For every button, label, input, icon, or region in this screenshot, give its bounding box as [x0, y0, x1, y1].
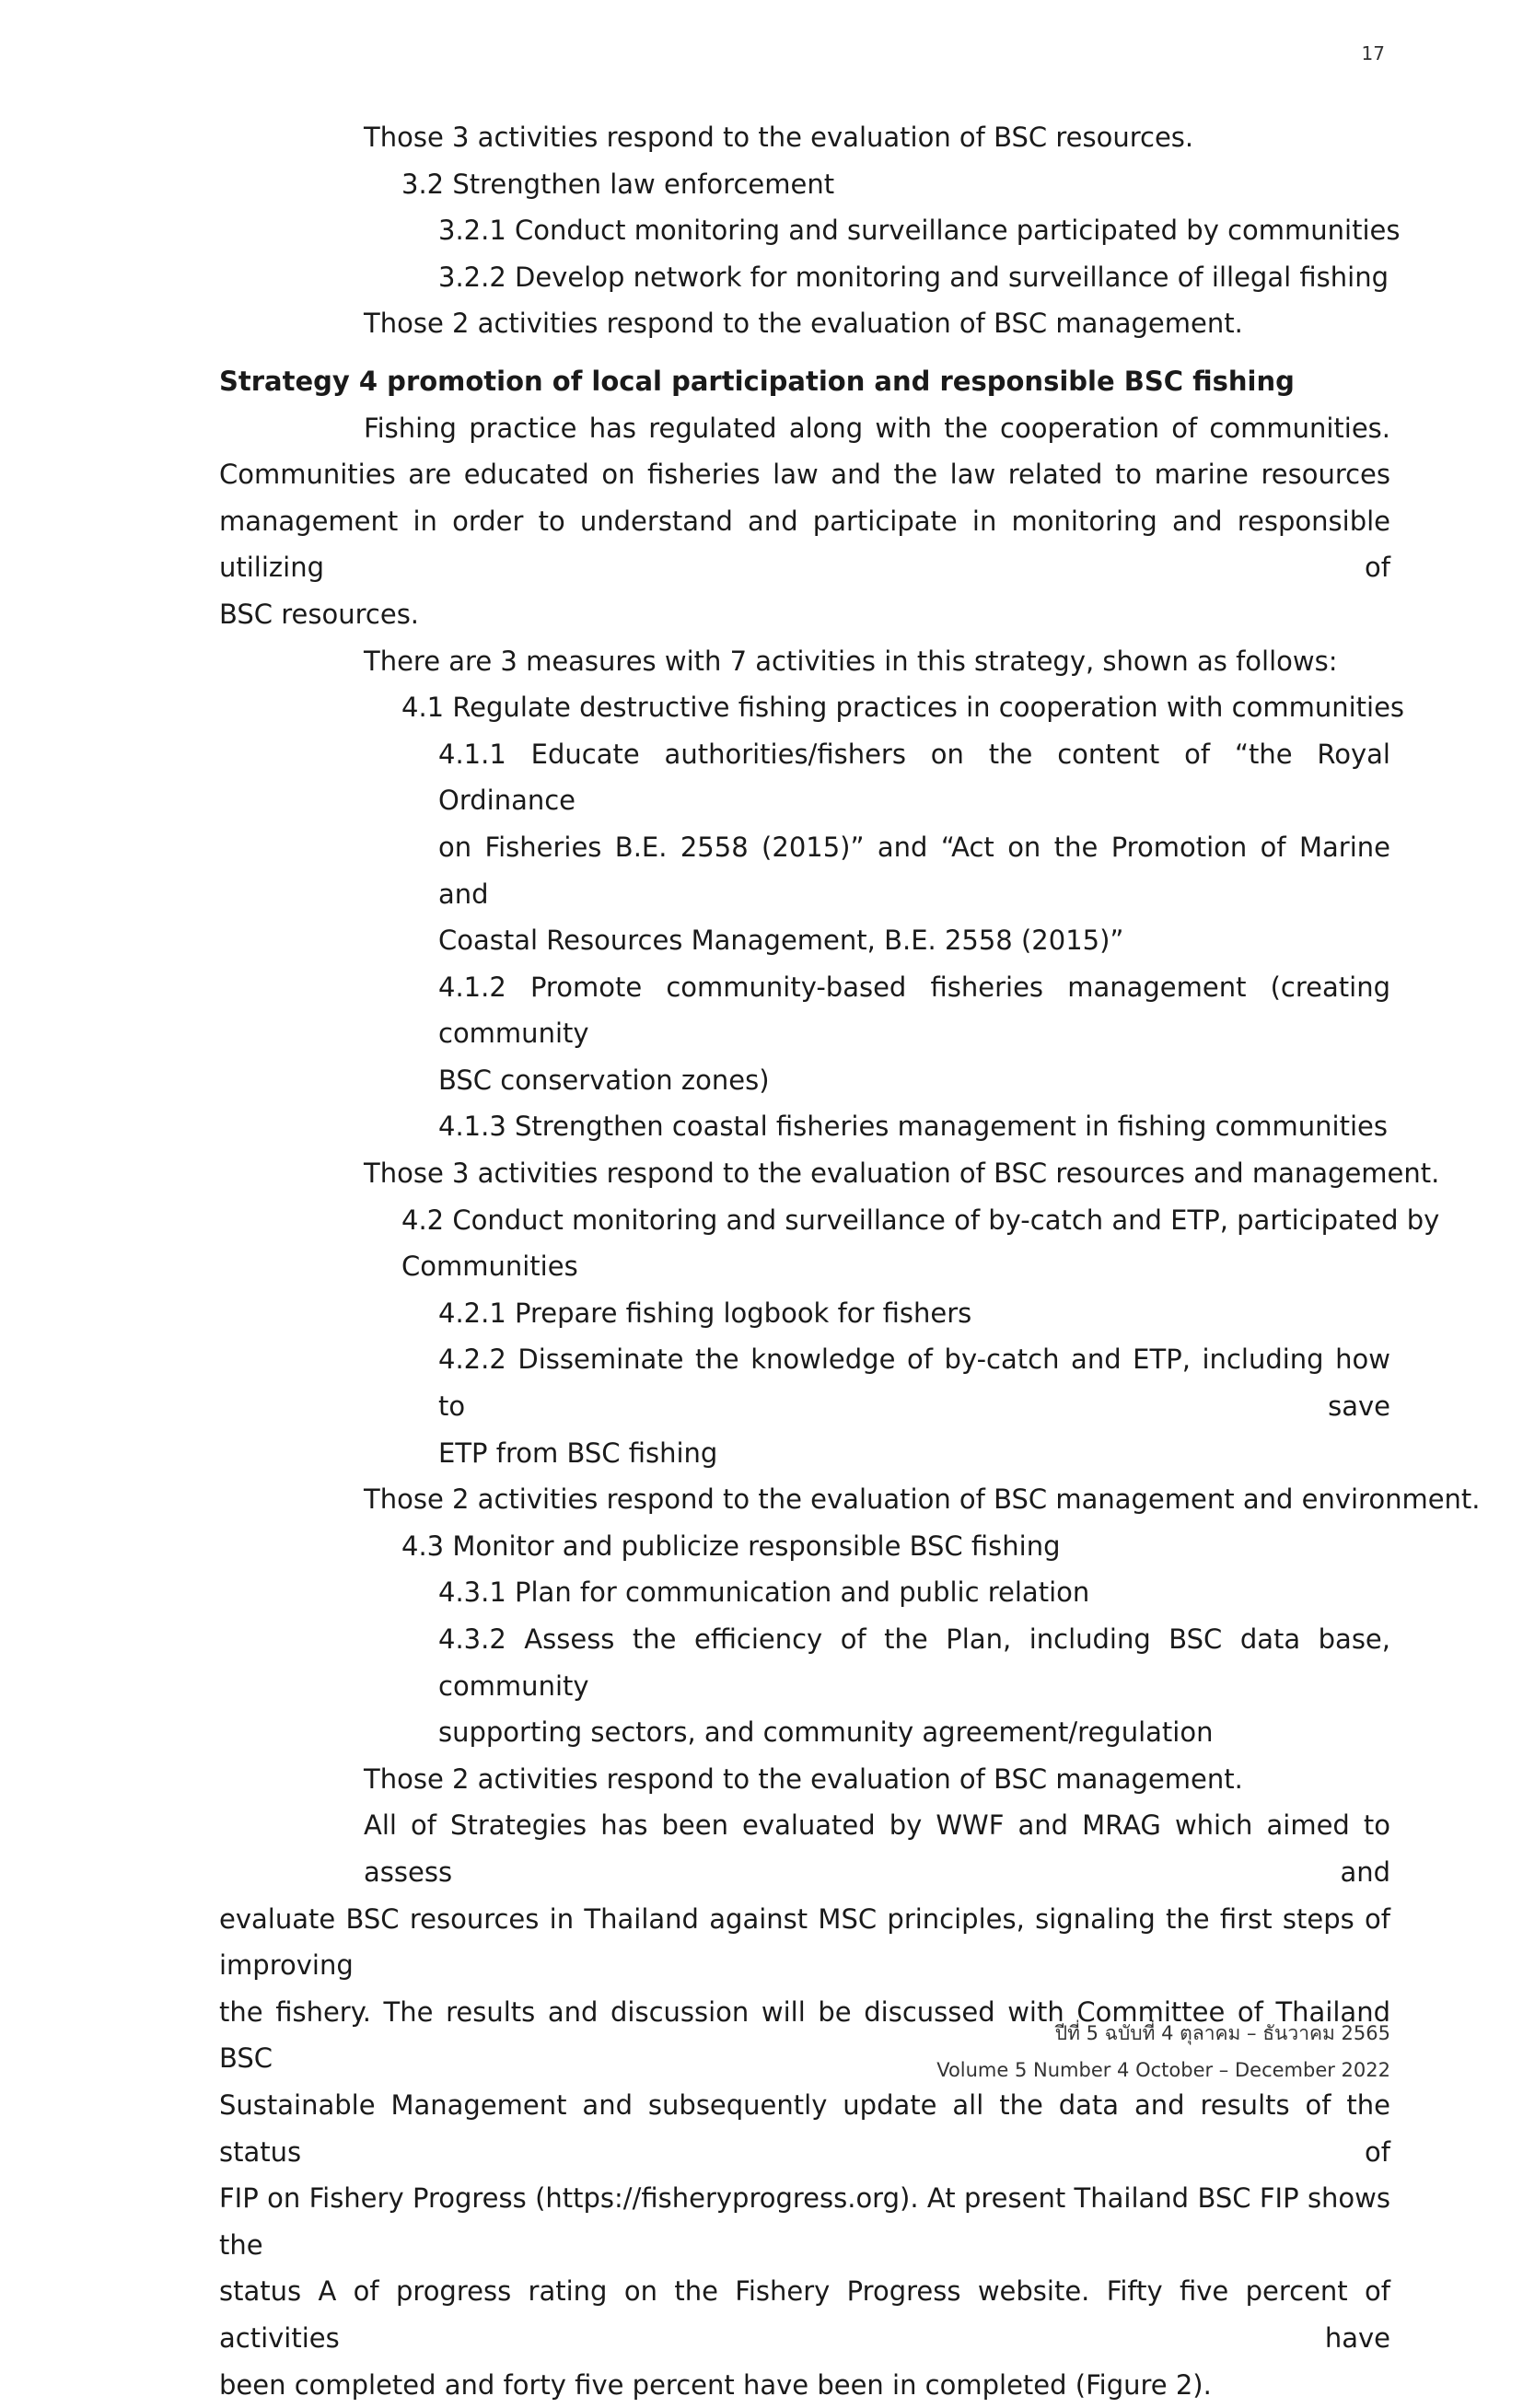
- summary-line: Those 3 activities respond to the evaluation of BSC resources.: [219, 114, 1390, 161]
- activity-4-1-3: 4.1.3 Strengthen coastal fisheries management in fishing communities: [219, 1103, 1390, 1150]
- activity-4-2-2: [219, 1336, 1390, 1476]
- paragraph-line: status A of progress rating on the Fishery Progress website. Fifty five percent of activities have: [219, 2268, 1390, 2361]
- paragraph-line: FIP on Fishery Progress (https://fisheryprogress.org). At present Thailand BSC FIP shows the: [219, 2175, 1390, 2268]
- paragraph-line: Coastal Resources Management, B.E. 2558 (2015)”: [438, 917, 1390, 964]
- strategy-4-heading: Strategy 4 promotion of local participation and responsible BSC fishing: [219, 358, 1390, 405]
- measure-4-1: 4.1 Regulate destructive fishing practices in cooperation with communities: [219, 684, 1390, 731]
- summary-line: Those 3 activities respond to the evaluation of BSC resources and management.: [219, 1150, 1390, 1197]
- paragraph-line: management in order to understand and participate in monitoring and responsible utilizing of: [219, 498, 1390, 591]
- activity-4-1-2: [219, 964, 1390, 1104]
- footer-thai-issue: ปีที่ 5 ฉบับที่ 4 ตุลาคม – ธันวาคม 2565: [936, 2015, 1390, 2052]
- measures-intro: There are 3 measures with 7 activities in this strategy, shown as follows:: [219, 638, 1390, 685]
- activity-3-2-2: 3.2.2 Develop network for monitoring and surveillance of illegal fishing: [219, 254, 1390, 301]
- paragraph-line: BSC conservation zones): [438, 1057, 1390, 1104]
- paragraph-line: All of Strategies has been evaluated by WWF and MRAG which aimed to assess and: [219, 1802, 1390, 1895]
- measure-3-2: 3.2 Strengthen law enforcement: [219, 161, 1390, 208]
- paragraph-line: supporting sectors, and community agreement/regulation: [438, 1709, 1390, 1756]
- paragraph-line: ETP from BSC fishing: [438, 1430, 1390, 1477]
- paragraph-line: 4.1.2 Promote community-based fisheries management (creating community: [438, 964, 1390, 1057]
- strategy-4-intro: [219, 405, 1390, 638]
- paragraph-line: the fishery. The results and discussion will be discussed with Committee of Thailand BSC: [219, 1989, 1390, 2082]
- summary-line: Those 2 activities respond to the evaluation of BSC management and environment.: [219, 1476, 1390, 1523]
- paragraph-line: been completed and forty five percent have been in completed (Figure 2).: [219, 2362, 1390, 2408]
- summary-line: Those 2 activities respond to the evaluation of BSC management.: [219, 1756, 1390, 1803]
- activity-4-3-2: [219, 1616, 1390, 1756]
- measure-4-3: 4.3 Monitor and publicize responsible BSC fishing: [219, 1523, 1390, 1570]
- paragraph-line: 4.3.2 Assess the efficiency of the Plan, including BSC data base, community: [438, 1616, 1390, 1709]
- activity-3-2-1: 3.2.1 Conduct monitoring and surveillance participated by communities: [219, 207, 1390, 254]
- activity-4-1-1: [219, 731, 1390, 964]
- paragraph-line: 4.1.1 Educate authorities/fishers on the content of “the Royal Ordinance: [438, 731, 1390, 824]
- conclusion-paragraph: [219, 1802, 1390, 2408]
- footer: [936, 2015, 1390, 2088]
- paragraph-line: on Fisheries B.E. 2558 (2015)” and “Act on the Promotion of Marine and: [438, 824, 1390, 917]
- page-number: 17: [1362, 42, 1385, 64]
- paragraph-line: 4.2.2 Disseminate the knowledge of by-catch and ETP, including how to save: [438, 1336, 1390, 1429]
- paragraph-line: evaluate BSC resources in Thailand against MSC principles, signaling the first steps of improving: [219, 1896, 1390, 1989]
- paragraph-line: BSC resources.: [219, 591, 1390, 638]
- measure-4-2: [219, 1197, 1390, 1290]
- paragraph-line: Communities are educated on fisheries law and the law related to marine resources: [219, 451, 1390, 498]
- paragraph-line: 4.2 Conduct monitoring and surveillance of by-catch and ETP, participated by: [401, 1197, 1390, 1244]
- paragraph-line: Sustainable Management and subsequently update all the data and results of the status of: [219, 2082, 1390, 2175]
- summary-line: Those 2 activities respond to the evaluation of BSC management.: [219, 300, 1390, 347]
- paragraph-line: Fishing practice has regulated along with the cooperation of communities.: [219, 405, 1390, 452]
- activity-4-2-1: 4.2.1 Prepare fishing logbook for fishers: [219, 1290, 1390, 1337]
- footer-volume-issue: Volume 5 Number 4 October – December 2022: [936, 2052, 1390, 2088]
- activity-4-3-1: 4.3.1 Plan for communication and public relation: [219, 1569, 1390, 1616]
- paragraph-line: Communities: [401, 1243, 1390, 1290]
